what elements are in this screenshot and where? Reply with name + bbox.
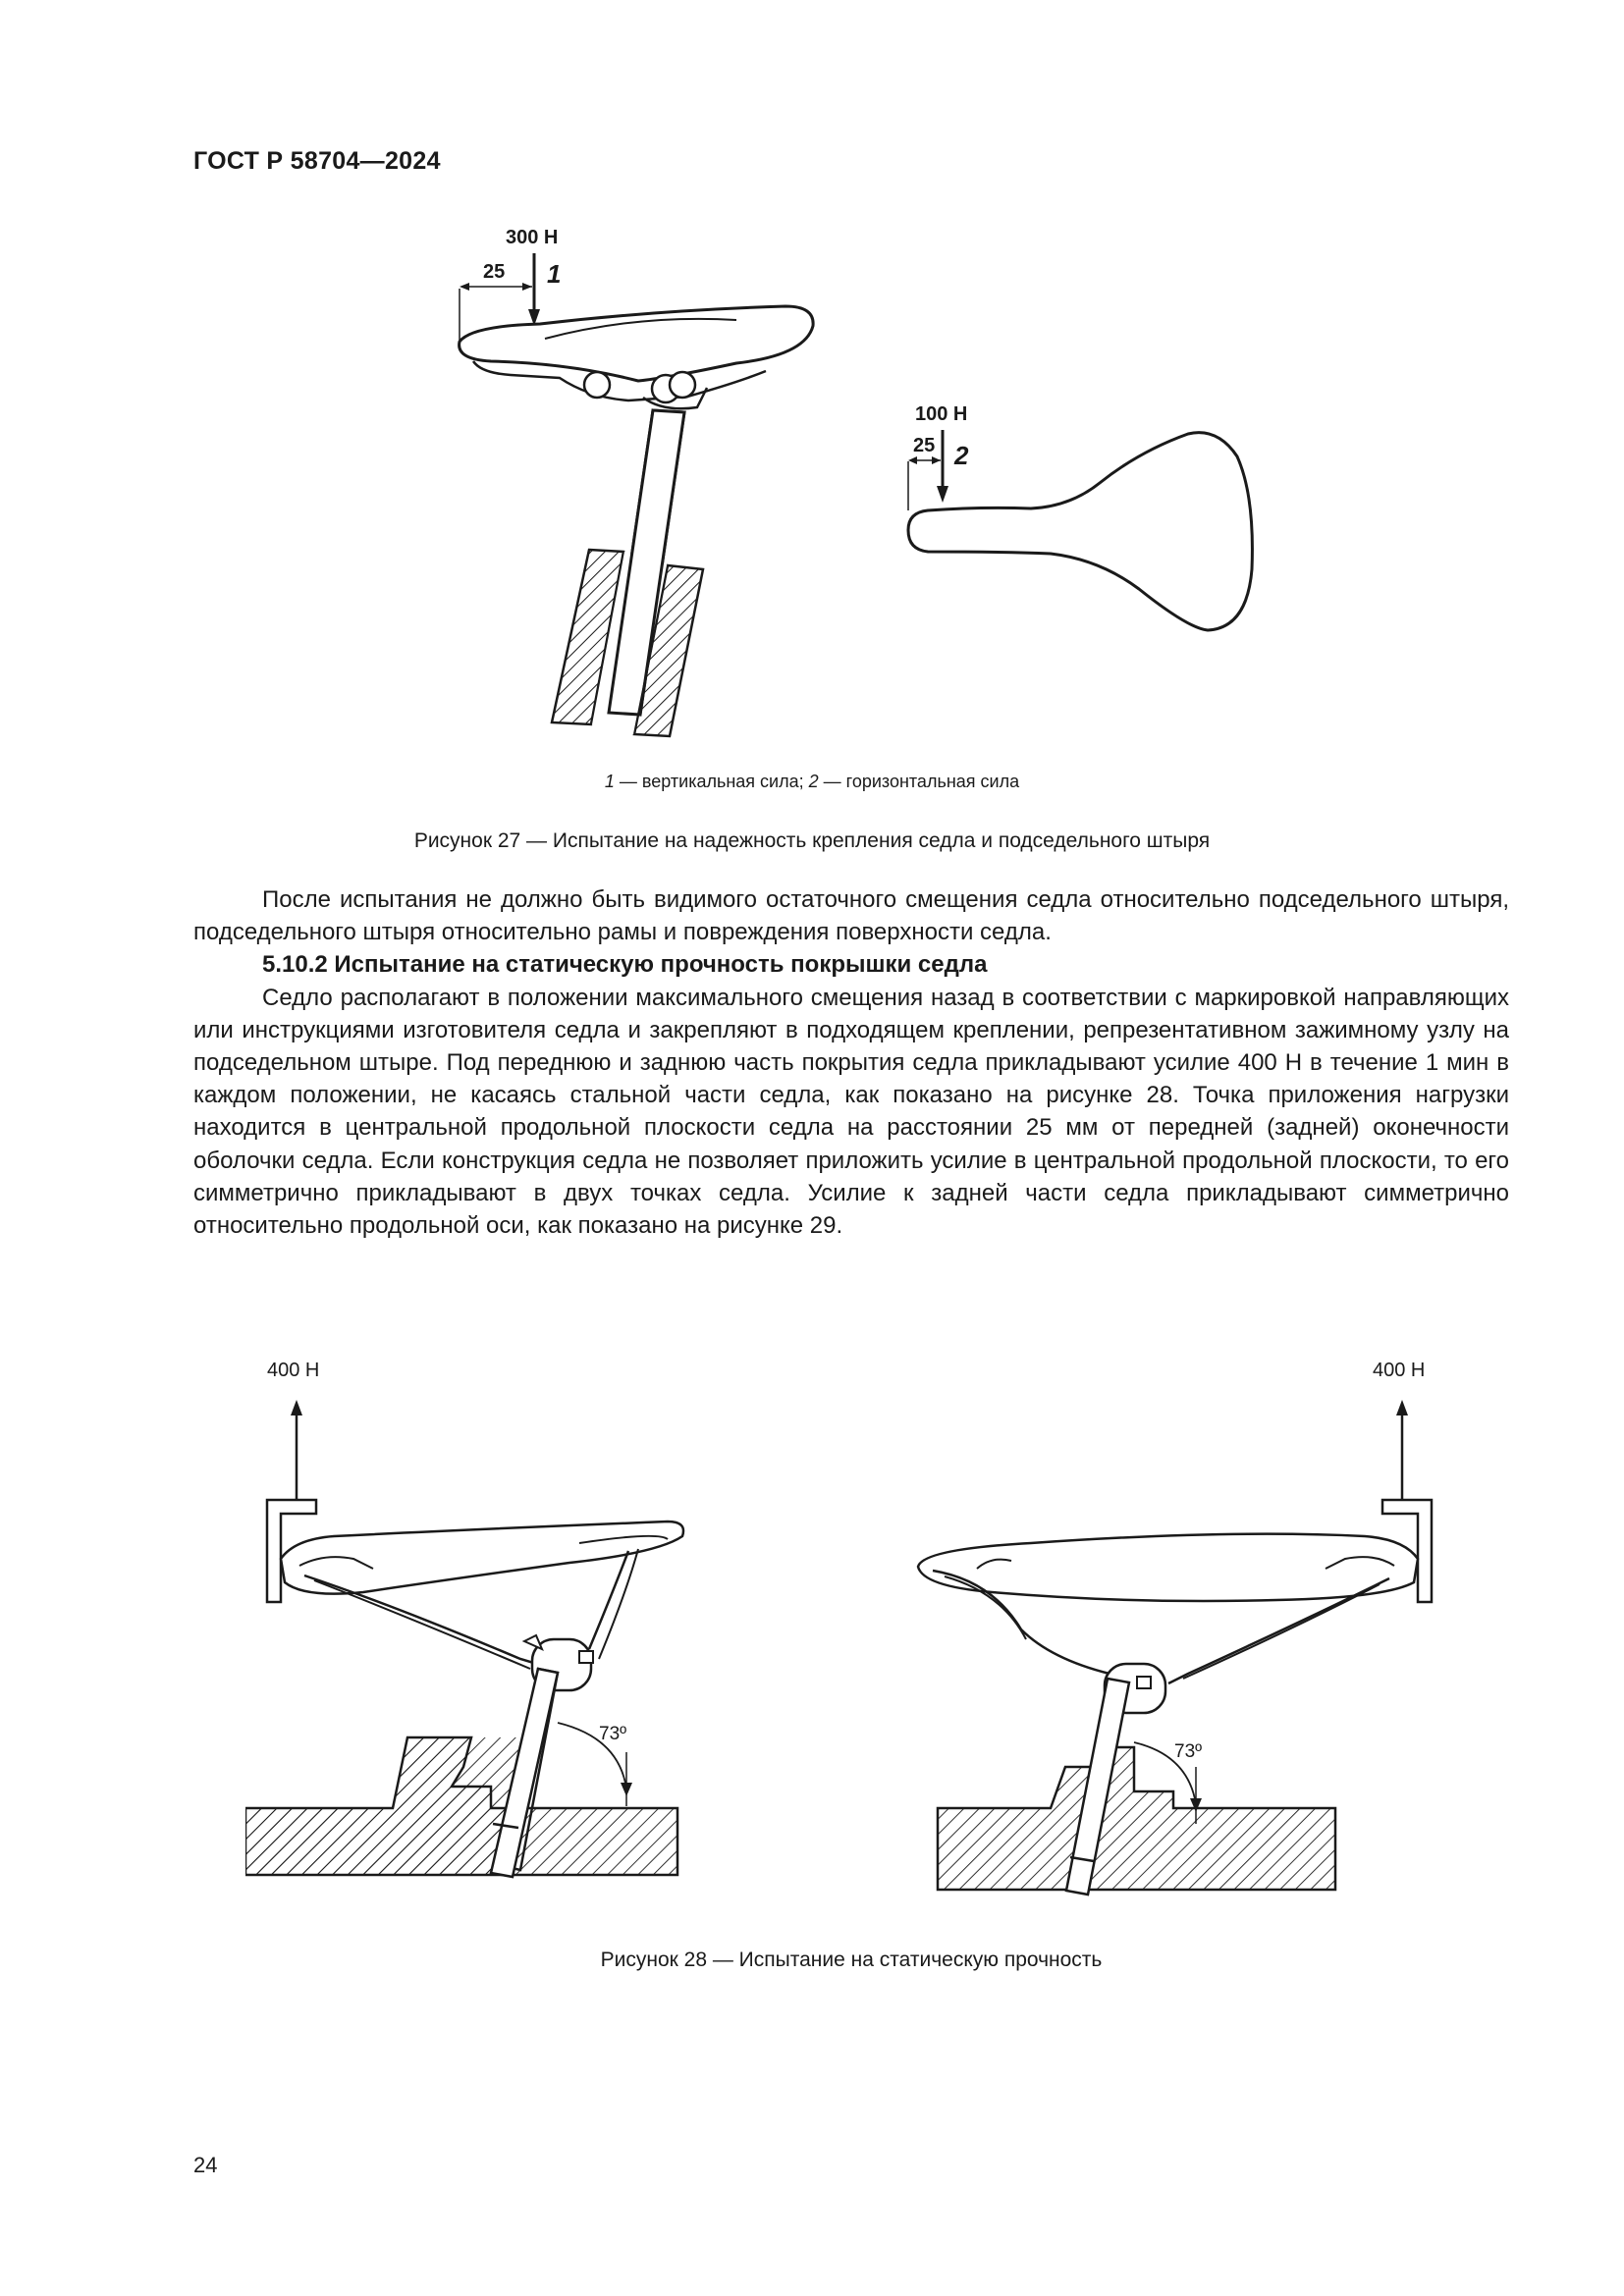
figure-28 [245, 1335, 1473, 1924]
body-text [193, 883, 1509, 1242]
page-number: 24 [193, 2153, 218, 2177]
marker-1: 1 [547, 259, 562, 289]
figure-28-caption: Рисунок 28 — Испытание на статическую прочность [600, 1949, 1103, 1971]
marker-2: 2 [954, 441, 969, 470]
figure-28-drawing [245, 1335, 1473, 1924]
figure-27-caption: Рисунок 27 — Испытание на надежность крепления седла и подседельного штыря [413, 829, 1211, 852]
angle-left: 73º [599, 1724, 627, 1744]
section-heading: 5.10.2 Испытание на статическую прочность покрышки седла [262, 951, 988, 979]
force-right-label: 400 Н [1373, 1360, 1426, 1381]
figure-27-drawing [412, 216, 1296, 766]
dim-horizontal: 25 [913, 435, 936, 456]
paragraph-2: Седло располагают в положении максимального смещения назад в соответствии с маркировкой направляющих или инструкциями изготовителя седла и закрепляют в подходящем креплении, репрезентативном зажимному узлу на подседельном штыре. Под переднюю и заднюю часть покрытия седла прикладывают усилие 400 Н в течение 1 мин в каждом положении, не касаясь стальной части седла, как показано на рисунке 28. Точка приложения нагрузки находится в центральной продольной плоскости седла на расстоянии 25 мм от передней (задней) оконечности оболочки седла. Если конструкция седла не позволяет приложить усилие в центральной продольной плоскости, то его симметрично прикладывают в двух точках седла. Усилие к задней части седла прикладывают симметрично относительно продольной оси, как показано на рисунке 29. [193, 984, 1509, 1240]
document-header: ГОСТ Р 58704—2024 [193, 147, 441, 175]
force-vertical-label: 300 Н [506, 227, 559, 248]
angle-right: 73º [1174, 1741, 1203, 1762]
figure-27 [412, 216, 1296, 766]
paragraph-1: После испытания не должно быть видимого остаточного смещения седла относительно подседельного штыря, подседельного штыря относительно рамы и повреждения поверхности седла. [193, 886, 1509, 946]
force-horizontal-label: 100 Н [915, 403, 968, 425]
figure-27-legend: 1 — вертикальная сила; 2 — горизонтальная сила [604, 772, 1020, 791]
dim-vertical: 25 [483, 261, 506, 283]
force-left-label: 400 Н [267, 1360, 320, 1381]
